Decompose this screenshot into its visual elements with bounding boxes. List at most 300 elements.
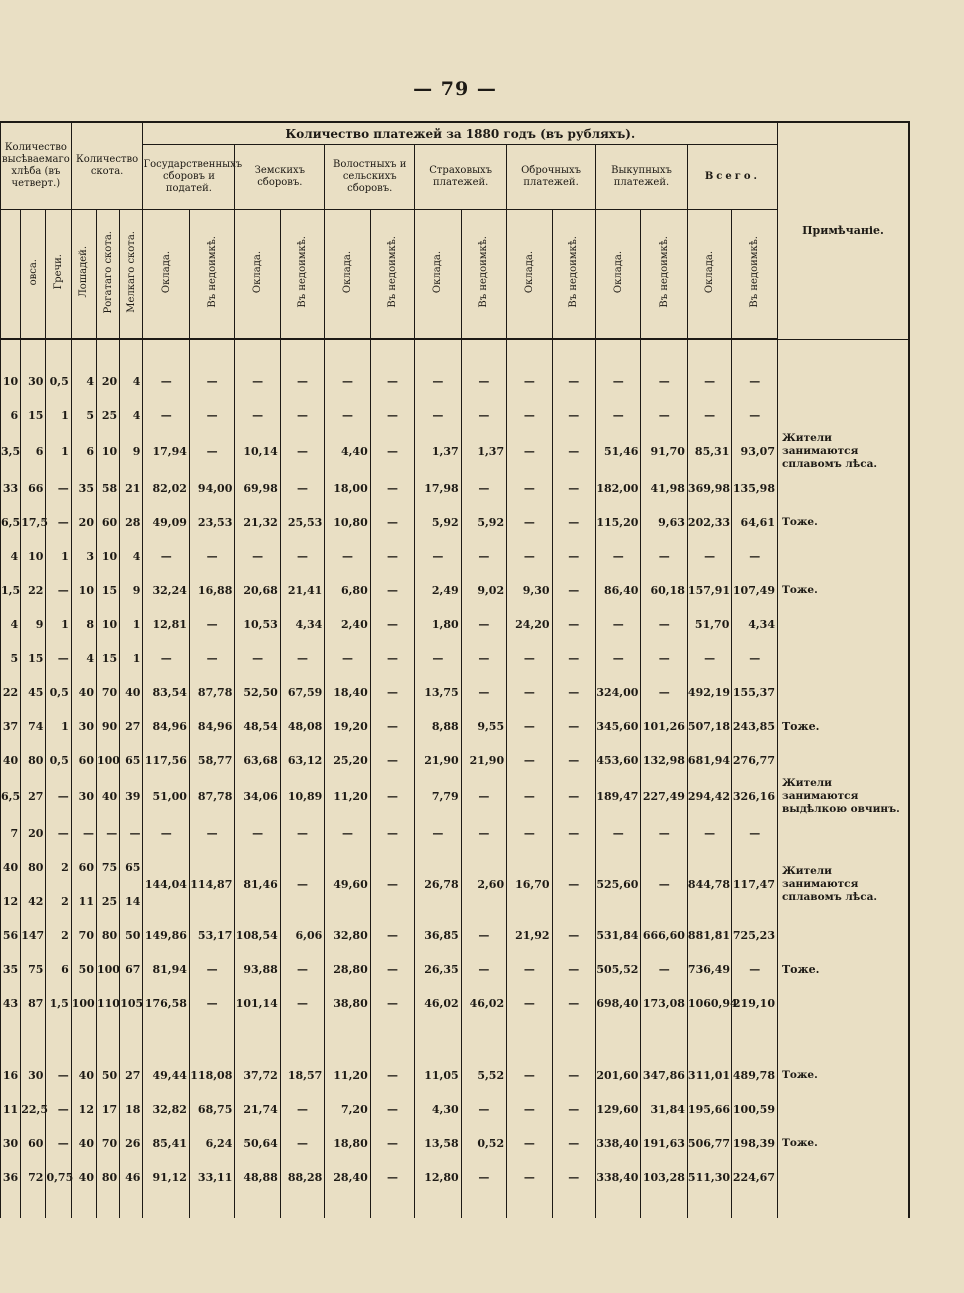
table-cell: — [461,471,506,505]
table-cell: — [370,1058,414,1092]
header-assess: Оклада. [687,210,731,340]
table-cell: 30 [21,1058,46,1092]
table-row [1,816,910,850]
table-cell: 32,82 [143,1092,189,1126]
table-cell: — [507,432,552,471]
spacer-cell [96,339,119,364]
table-cell: — [370,1126,414,1160]
table-cell: 149,86 [143,918,189,952]
remark-note: Тоже. [778,675,910,777]
table-cell: 17,94 [143,432,189,471]
table-row [1,398,910,432]
spacer-cell [687,1020,731,1058]
table-cell: — [143,398,189,432]
table-cell: — [370,505,414,539]
table-cell: — [552,398,595,432]
table-cell: 52,50 [235,675,280,709]
table-cell: — [641,398,687,432]
table-cell: — [732,539,778,573]
table-cell: 1 [46,539,71,573]
table-cell: 243,85 [732,709,778,743]
table-cell: — [46,1058,71,1092]
table-cell: — [461,1160,506,1194]
table-cell: — [552,952,595,986]
table-cell: — [641,641,687,675]
table-cell: 35 [1,952,21,986]
table-cell: 25,53 [280,505,324,539]
table-cell: 66 [21,471,46,505]
table-cell: 18,00 [325,471,370,505]
table-cell: 4,40 [325,432,370,471]
merged-cell: 844,78 [687,850,731,918]
table-cell: 90 [96,709,119,743]
table-cell: 39 [120,777,143,816]
table-row [1,432,910,471]
table-cell: 100 [96,743,119,777]
table-cell: 68,75 [189,1092,234,1126]
table-cell: 0,52 [461,1126,506,1160]
table-cell: — [325,364,370,398]
table-cell: 110 [96,986,119,1020]
table-cell: 531,84 [596,918,641,952]
table-cell: 21 [120,471,143,505]
table-row [1,1160,910,1194]
table-row [1,709,910,743]
table-cell: 101,14 [235,986,280,1020]
table-cell: 65 [120,743,143,777]
table-cell: 0,5 [46,675,71,709]
table-cell: 345,60 [596,709,641,743]
spacer-cell [507,1194,552,1218]
table-cell: 118,08 [189,1058,234,1092]
header-volost: Волостныхъ и сельскихъ сборовъ. [325,145,415,210]
table-cell: — [370,743,414,777]
table-cell: 70 [71,918,96,952]
spacer-cell [415,339,461,364]
table-cell: 1 [46,607,71,641]
table-cell: 1,37 [461,432,506,471]
table-cell: — [370,641,414,675]
table-cell: 2 [46,850,71,884]
table-cell: — [687,398,731,432]
table-cell: 189,47 [596,777,641,816]
table-cell: 87,78 [189,675,234,709]
table-cell: 4 [120,398,143,432]
table-cell: — [143,816,189,850]
spacer-cell [235,1194,280,1218]
table-cell: — [732,641,778,675]
table-cell: 51,00 [143,777,189,816]
table-cell: — [507,641,552,675]
table-cell: 19,20 [325,709,370,743]
table-cell: 6,5 [1,777,21,816]
table-cell: 15 [96,573,119,607]
remark-cell [778,471,910,505]
spacer-cell [21,1194,46,1218]
table-cell: — [461,539,506,573]
table-cell: 75 [21,952,46,986]
table-cell: — [370,777,414,816]
remark-note: Жители занимаются выдѣлкою овчинъ. [778,777,910,816]
table-cell: 2,49 [415,573,461,607]
table-row [1,471,910,505]
table-cell: 10 [96,607,119,641]
table-cell: — [687,539,731,573]
remark-note: Тоже. [778,505,910,539]
table-cell: 681,94 [687,743,731,777]
table-cell: 21,90 [461,743,506,777]
spacer-cell [120,339,143,364]
table-cell: — [641,675,687,709]
table-cell: 12,80 [415,1160,461,1194]
table-cell: — [552,505,595,539]
header-payments: Количество платежей за 1880 годъ (въ рубляхъ). [143,122,778,145]
spacer-cell [96,1020,119,1058]
table-cell: 20 [21,816,46,850]
table-cell: — [461,777,506,816]
table-cell: 100 [71,986,96,1020]
table-cell: 40 [1,743,21,777]
header-insurance: Страховыхъ платежей. [415,145,507,210]
remark-note: Тоже. [778,1126,910,1160]
table-cell: 42 [21,884,46,918]
table-cell: 80 [96,918,119,952]
table-cell: 41,98 [641,471,687,505]
table-cell: — [507,1058,552,1092]
table-cell: 72 [21,1160,46,1194]
table-cell: — [71,816,96,850]
table-cell: — [415,539,461,573]
table-cell: — [641,539,687,573]
remark-note: Тоже. [778,1058,910,1092]
table-cell: 224,67 [732,1160,778,1194]
table-cell: 10 [21,539,46,573]
table-cell: 115,20 [596,505,641,539]
table-cell: — [415,641,461,675]
table-cell: 25 [96,398,119,432]
table-cell: 6 [1,398,21,432]
table-cell: 30 [1,1126,21,1160]
header-arrears: Въ недоимкѣ. [641,210,687,340]
table-cell: 12 [71,1092,96,1126]
table-cell: 666,60 [641,918,687,952]
table-cell: 17,5 [21,505,46,539]
header-state: Государственныхъ сборовъ и податей. [143,145,235,210]
table-cell: 58 [96,471,119,505]
table-cell: — [507,1126,552,1160]
table-cell: 83,54 [143,675,189,709]
table-cell: 326,16 [732,777,778,816]
table-cell: — [641,607,687,641]
table-cell: — [280,1092,324,1126]
remark-cell [778,1160,910,1194]
table-cell: 4 [1,539,21,573]
merged-cell: — [280,850,324,918]
table-cell: 51,70 [687,607,731,641]
table-cell: 10,14 [235,432,280,471]
table-cell: 369,98 [687,471,731,505]
header-arrears: Въ недоимкѣ. [552,210,595,340]
table-cell: — [370,816,414,850]
merged-cell: — [641,850,687,918]
spacer-cell [235,339,280,364]
table-cell: 173,08 [641,986,687,1020]
remark-note: Жители занимаются сплавомъ лѣса. [778,850,910,918]
spacer-cell [415,1020,461,1058]
table-cell: 26,35 [415,952,461,986]
table-cell: — [189,607,234,641]
table-cell: 80 [96,1160,119,1194]
table-cell: 725,23 [732,918,778,952]
table-cell: 9,02 [461,573,506,607]
table-cell: — [596,816,641,850]
table-cell: — [189,432,234,471]
table-cell: — [461,816,506,850]
table-cell: — [507,986,552,1020]
table-cell: 36,85 [415,918,461,952]
table-cell: 10 [96,432,119,471]
table-cell: 56 [1,918,21,952]
table-cell: 219,10 [732,986,778,1020]
table-cell: — [46,573,71,607]
table-cell: 91,12 [143,1160,189,1194]
table-cell: 1,37 [415,432,461,471]
table-cell: — [370,398,414,432]
spacer-cell [21,339,46,364]
spacer-cell [325,339,370,364]
table-cell: 46,02 [461,986,506,1020]
table-row [1,573,910,607]
table-cell: 40 [71,675,96,709]
table-cell: 63,68 [235,743,280,777]
table-cell: 18 [120,1092,143,1126]
spacer-cell [71,1194,96,1218]
table-cell: 100,59 [732,1092,778,1126]
table-cell: 65 [120,850,143,884]
table-cell: 108,54 [235,918,280,952]
spacer-cell [732,1194,778,1218]
spacer-cell [596,1020,641,1058]
table-row [1,952,910,986]
table-cell: — [552,777,595,816]
table-cell: 5,92 [461,505,506,539]
spacer-cell [370,339,414,364]
table-cell: 0,75 [46,1160,71,1194]
spacer-cell [507,339,552,364]
spacer-cell [687,1194,731,1218]
table-cell: 37 [1,709,21,743]
table-cell: 11 [1,1092,21,1126]
table-cell: 18,40 [325,675,370,709]
table-cell: 507,18 [687,709,731,743]
header-arrears: Въ недоимкѣ. [280,210,324,340]
table-cell: — [120,816,143,850]
table-cell: — [325,539,370,573]
table-cell: 6,06 [280,918,324,952]
spacer-cell [325,1020,370,1058]
table-cell: 70 [96,675,119,709]
table-cell: 27 [21,777,46,816]
remark-note: Жители занимаются сплавомъ лѣса. [778,432,910,471]
table-cell: 64,61 [732,505,778,539]
table-cell: 182,00 [596,471,641,505]
table-cell: 63,12 [280,743,324,777]
table-cell: — [370,471,414,505]
header-assess: Оклада. [415,210,461,340]
table-cell: — [552,918,595,952]
spacer-cell [641,1194,687,1218]
table-cell: — [280,364,324,398]
table-cell: 36 [1,1160,21,1194]
table-cell: 135,98 [732,471,778,505]
table-cell: — [687,641,731,675]
table-cell: — [461,675,506,709]
header-rye [1,210,21,340]
table-cell: 132,98 [641,743,687,777]
table-cell: 50 [120,918,143,952]
table-cell: 201,60 [596,1058,641,1092]
table-cell: 9,63 [641,505,687,539]
table-cell: 86,40 [596,573,641,607]
table-cell: 15 [21,641,46,675]
table-cell: 15 [96,641,119,675]
table-cell: 49,44 [143,1058,189,1092]
table-cell: — [461,1092,506,1126]
table-cell: 7,20 [325,1092,370,1126]
table-cell: — [370,1092,414,1126]
table-cell: 21,92 [507,918,552,952]
table-cell: — [370,539,414,573]
table-row [1,918,910,952]
table-cell: 33 [1,471,21,505]
table-cell: 80 [21,743,46,777]
table-cell: 21,41 [280,573,324,607]
table-cell: 1,5 [1,573,21,607]
table-cell: 10,80 [325,505,370,539]
table-cell: 21,74 [235,1092,280,1126]
table-cell: 93,07 [732,432,778,471]
table-cell: 30 [71,709,96,743]
spacer-cell [120,1020,143,1058]
table-cell: 202,33 [687,505,731,539]
table-cell: 9 [120,432,143,471]
merged-cell: 26,78 [415,850,461,918]
table-cell: — [370,918,414,952]
spacer-cell [370,1020,414,1058]
table-cell: 32,80 [325,918,370,952]
table-cell: 14 [120,884,143,918]
table-cell: 3,5 [1,432,21,471]
table-cell: — [552,539,595,573]
table-cell: — [46,816,71,850]
table-cell: — [370,709,414,743]
table-cell: 43 [1,986,21,1020]
table-cell: — [507,816,552,850]
table-cell: 46 [120,1160,143,1194]
table-cell: 3 [71,539,96,573]
merged-cell: 144,04 [143,850,189,918]
table-cell: — [507,398,552,432]
table-cell: 93,88 [235,952,280,986]
table-cell: 50 [96,1058,119,1092]
table-cell: 6,24 [189,1126,234,1160]
table-cell: — [552,573,595,607]
table-cell: — [235,539,280,573]
table-cell: 28 [120,505,143,539]
table-cell: 10 [1,364,21,398]
table-cell: 22 [21,573,46,607]
header-remarks: Примѣчаніе. [778,122,910,339]
table-cell: 4,34 [280,607,324,641]
table-cell: — [552,1126,595,1160]
table-cell: 101,26 [641,709,687,743]
table-cell: — [370,1160,414,1194]
table-cell: — [687,364,731,398]
table-cell: 4 [120,364,143,398]
header-livestock: Количество скота. [71,122,143,210]
table-cell: — [415,364,461,398]
table-cell: 40 [71,1160,96,1194]
remark-note: Тоже. [778,573,910,607]
table-cell: 10,53 [235,607,280,641]
table-cell: — [189,986,234,1020]
table-cell: 511,30 [687,1160,731,1194]
table-cell: 492,19 [687,675,731,709]
table-cell: — [507,952,552,986]
table-cell: 37,72 [235,1058,280,1092]
table-cell: 9 [120,573,143,607]
spacer-cell [596,339,641,364]
spacer-cell [143,339,189,364]
remark-cell [778,539,910,573]
spacer-cell [552,1020,595,1058]
remark-cell [778,641,910,675]
table-cell: 31,84 [641,1092,687,1126]
table-cell: 155,37 [732,675,778,709]
table-cell: — [732,364,778,398]
table-cell: — [370,432,414,471]
table-cell: 157,91 [687,573,731,607]
table-cell: 60 [21,1126,46,1160]
table-cell: 27 [120,709,143,743]
table-cell: 30 [71,777,96,816]
table-row [1,364,910,398]
table-cell: 506,77 [687,1126,731,1160]
spacer-cell [552,1194,595,1218]
table-body [1,339,910,1218]
table-cell: — [280,952,324,986]
spacer-cell [120,1194,143,1218]
table-cell: — [552,816,595,850]
table-cell: 338,40 [596,1160,641,1194]
table-cell: 324,00 [596,675,641,709]
table-cell: 8 [71,607,96,641]
table-cell: — [280,816,324,850]
spacer-cell [21,1020,46,1058]
table-cell: — [596,398,641,432]
table-cell: 17 [96,1092,119,1126]
table-cell: 58,77 [189,743,234,777]
table-cell: — [280,471,324,505]
table-row [1,1092,910,1126]
table-cell: — [461,952,506,986]
header-assess: Оклада. [143,210,189,340]
table-cell: 2 [46,918,71,952]
table-cell: 8,88 [415,709,461,743]
table-cell: — [235,364,280,398]
table-cell: 294,42 [687,777,731,816]
spacer-cell [280,1194,324,1218]
